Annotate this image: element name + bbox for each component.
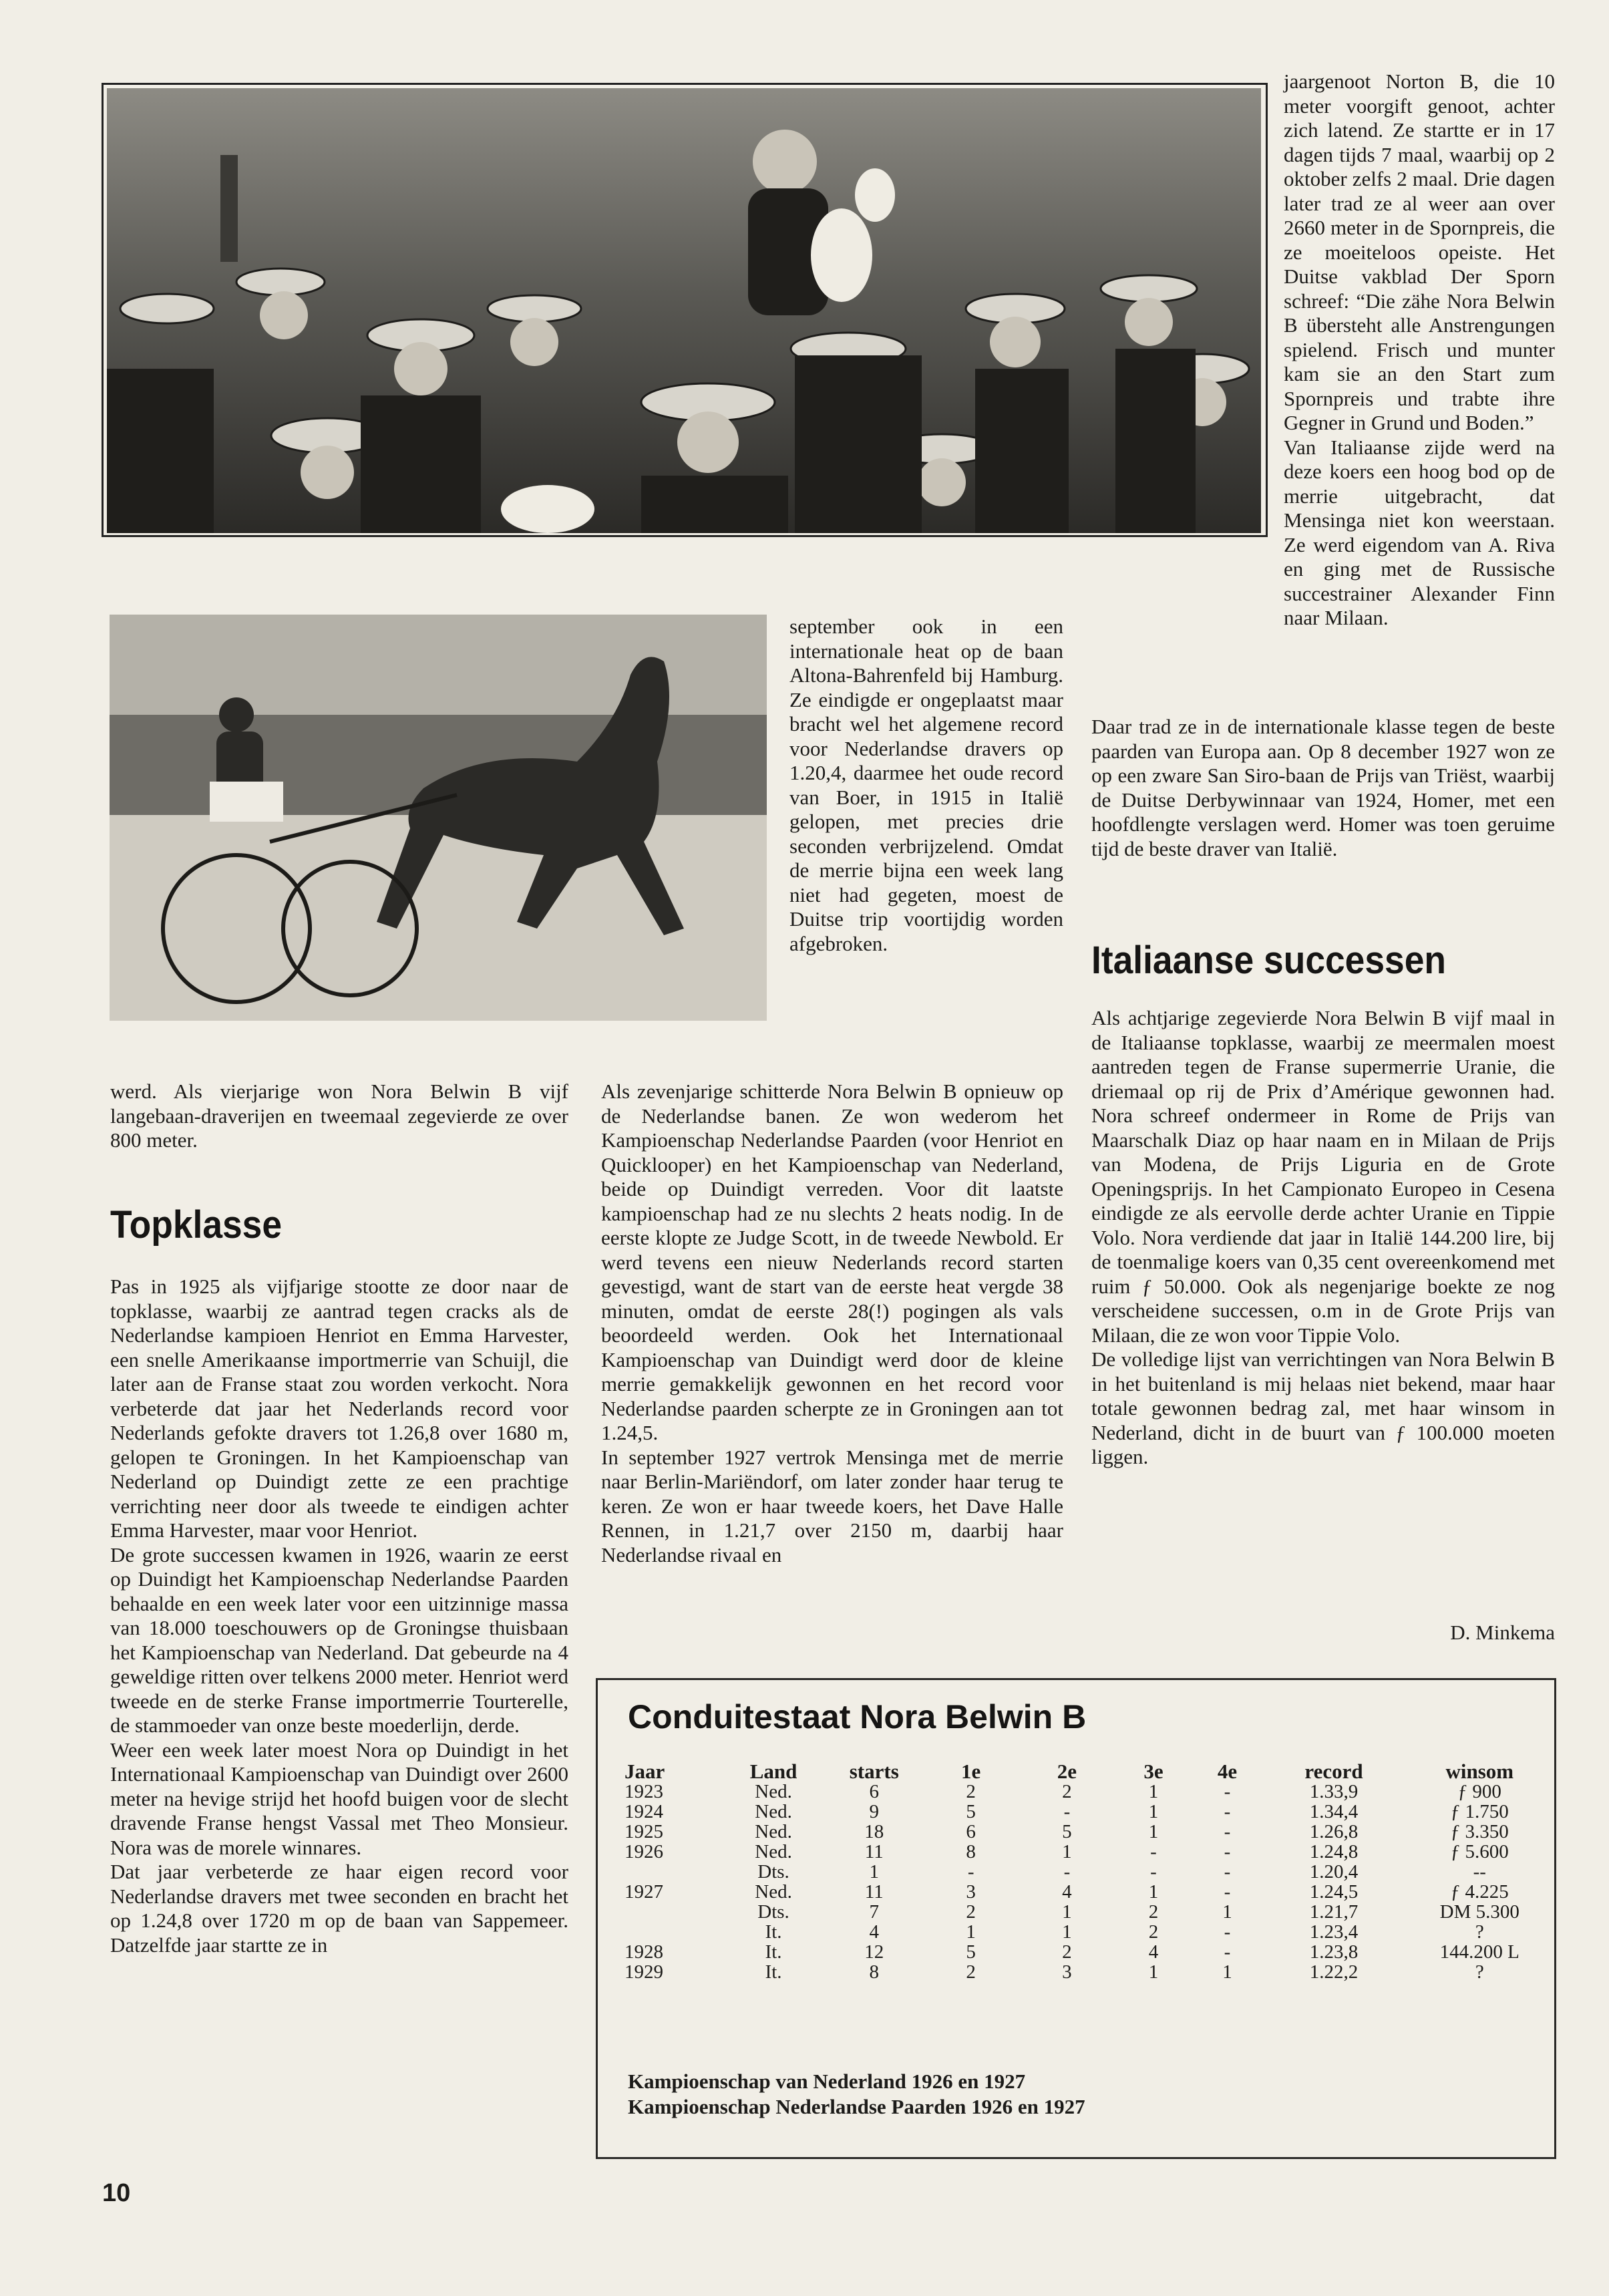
table-cell: - [1224, 1841, 1231, 1862]
paragraph: In september 1927 vertrok Mensinga met de merrie naar Berlin-Mariëndorf, om later zonder haar terug te keren. Ze won er haar tweede koers, het Dave Halle Rennen, in 1.21,7 over 2150 m, daarbij haar Nederlandse rivaal en [601, 1445, 1063, 1567]
table-cell: 9 [869, 1801, 880, 1822]
paragraph: Weer een week later moest Nora op Duindigt in het Internationaal Kampioenschap van Duindigt over 2600 meter na hevige strijd het hoofd buigen voor de slecht dravende Franse hengst Vassal met Theo Monsieur. Nora was de morele winnares. [110, 1738, 568, 1859]
table-cell: ƒ 4.225 [1450, 1881, 1509, 1903]
table-cell: 2 [966, 1781, 976, 1802]
table-cell: 1 [869, 1861, 880, 1882]
table-cell: 1.26,8 [1309, 1821, 1359, 1842]
table-cell: - [1063, 1801, 1071, 1822]
table-cell: ƒ 900 [1457, 1781, 1501, 1802]
table-cell: 4 [869, 1921, 880, 1943]
col-right-continued [1091, 715, 1555, 861]
table-row [624, 1862, 1554, 1882]
col-mid-lower [601, 1080, 1063, 1567]
conduitestaat-box [596, 1678, 1556, 2159]
table-cell: Dts. [757, 1861, 789, 1882]
table-cell: 5 [966, 1801, 976, 1822]
footer-line-1: Kampioenschap van Nederland 1926 en 1927 [628, 2070, 1026, 2093]
table-cell: Dts. [757, 1901, 789, 1923]
table-row [624, 1942, 1554, 1962]
table-cell: 1929 [624, 1961, 663, 1983]
table-cell: 6 [869, 1781, 880, 1802]
table-cell: Ned. [755, 1841, 792, 1862]
table-cell: 1 [1062, 1901, 1072, 1923]
column-header: starts [849, 1760, 899, 1783]
table-cell: - [1150, 1841, 1157, 1862]
table-cell: 1926 [624, 1841, 663, 1862]
table-cell: 1 [1062, 1841, 1072, 1862]
column-header: 4e [1217, 1760, 1238, 1783]
table-cell: 1.20,4 [1309, 1861, 1359, 1882]
conduitestaat-table [624, 1762, 1554, 1982]
col-mid-upper [789, 615, 1063, 956]
table-cell: 1.23,4 [1309, 1921, 1359, 1943]
table-cell: 1 [1148, 1881, 1159, 1903]
table-row [624, 1782, 1554, 1802]
paragraph: werd. Als vierjarige won Nora Belwin B vijf langebaan-draverijen en tweemaal zegevierde ze over 800 meter. [110, 1080, 568, 1152]
paragraph: De volledige lijst van verrichtingen van Nora Belwin B in het buitenland is mij helaas niet bekend, maar haar totale gewonnen bedrag zal, met haar winsom in Nederland, dicht in de buurt van ƒ 100.000 moeten liggen. [1091, 1347, 1555, 1468]
table-cell: - [967, 1861, 974, 1882]
table-cell: 1928 [624, 1941, 663, 1963]
table-cell: 1.33,9 [1309, 1781, 1359, 1802]
column-header: 3e [1143, 1760, 1164, 1783]
table-cell: Ned. [755, 1801, 792, 1822]
table-cell: 8 [869, 1961, 880, 1983]
table-cell: 4 [1148, 1941, 1159, 1963]
conduitestaat-title: Conduitestaat Nora Belwin B [628, 1698, 1087, 1736]
signature: D. Minkema [1450, 1621, 1555, 1644]
table-cell: - [1150, 1861, 1157, 1882]
table-cell: 144.200 L [1439, 1941, 1519, 1963]
table-cell: 1 [1148, 1801, 1159, 1822]
table-row [624, 1882, 1554, 1902]
table-cell: ƒ 5.600 [1450, 1841, 1509, 1862]
table-cell [624, 1922, 721, 1942]
column-header: winsom [1445, 1760, 1514, 1783]
table-cell: 2 [966, 1901, 976, 1923]
table-cell: 2 [1148, 1901, 1159, 1923]
table-row [624, 1902, 1554, 1922]
table-cell: 11 [864, 1841, 884, 1862]
table-row [624, 1802, 1554, 1822]
col-right-top [1284, 69, 1555, 631]
table-cell: 1.23,8 [1309, 1941, 1359, 1963]
table-cell: 1 [1148, 1821, 1159, 1842]
table-cell: - [1224, 1921, 1231, 1943]
table-cell: 3 [1062, 1961, 1072, 1983]
table-cell: Ned. [755, 1781, 792, 1802]
table-cell: - [1224, 1861, 1231, 1882]
table-cell: ? [1475, 1961, 1484, 1983]
table-cell: 1.22,2 [1309, 1961, 1359, 1983]
table-cell: 2 [1148, 1921, 1159, 1943]
paragraph: Dat jaar verbeterde ze haar eigen record voor Nederlandse dravers met twee seconden en bracht het op 1.24,8 over 1720 m op de baan van Sappemeer. Datzelfde jaar startte ze in [110, 1860, 568, 1957]
table-cell: DM 5.300 [1439, 1901, 1519, 1923]
col-right-bottom [1091, 1006, 1555, 1470]
table-cell: Ned. [755, 1881, 792, 1903]
table-cell: It. [765, 1961, 782, 1983]
page-number: 10 [102, 2179, 131, 2207]
table-row [624, 1922, 1554, 1942]
table-cell: - [1224, 1941, 1231, 1963]
table-cell: 1 [1062, 1921, 1072, 1943]
table-row [624, 1822, 1554, 1842]
column-header: Jaar [624, 1760, 665, 1783]
table-row [624, 1842, 1554, 1862]
table-cell: - [1224, 1821, 1231, 1842]
table-cell: 18 [864, 1821, 884, 1842]
table-cell: - [1063, 1861, 1071, 1882]
table-header-row [624, 1762, 1554, 1782]
table-cell: 1.24,8 [1309, 1841, 1359, 1862]
harness-racing-photo [110, 615, 767, 1021]
table-cell: 7 [869, 1901, 880, 1923]
table-cell [624, 1862, 721, 1882]
table-cell: It. [765, 1941, 782, 1963]
table-cell: 5 [1062, 1821, 1072, 1842]
table-cell: 11 [864, 1881, 884, 1903]
column-header: Land [749, 1760, 797, 1783]
table-cell: 1 [966, 1921, 976, 1943]
table-cell: - [1224, 1781, 1231, 1802]
table-row [624, 1962, 1554, 1982]
column-header: 2e [1057, 1760, 1077, 1783]
table-cell: 1924 [624, 1801, 663, 1822]
table-cell: 2 [1062, 1941, 1072, 1963]
table-cell: ƒ 3.350 [1450, 1821, 1509, 1842]
table-cell: 1.34,4 [1309, 1801, 1359, 1822]
col-left-intro [110, 1080, 568, 1153]
table-cell: 3 [966, 1881, 976, 1903]
paragraph: jaargenoot Norton B, die 10 meter voorgift genoot, achter zich latend. Ze startte er in 17 dagen tijds 7 maal, waarbij op 2 oktober zelfs 2 maal. Drie dagen later trad ze al weer aan over 2660 meter in de Spornpreis, die ze moeiteloos opeiste. Het Duitse vakblad Der Sporn schreef: “Die zähe Nora Belwin B übersteht alle Anstrengungen spielend. Frisch und munter kam sie an den Start zum Spornpreis und trabte ihre Gegner in Grund und Boden.” [1284, 69, 1555, 434]
paragraph: De grote successen kwamen in 1926, waarin ze eerst op Duindigt het Kampioenschap Nederlandse Paarden behaalde en een week later voor een uitzinnige massa van 18.000 toeschouwers op de Groningse thuisbaan het Kampioenschap van Nederland. Dat gebeurde na 4 geweldige ritten over telkens 2000 meter. Henriot werd tweede en de sterke Franse importmerrie Tourterelle, de stammoeder van onze beste moederlijn, derde. [110, 1542, 568, 1737]
paragraph: september ook in een internationale heat op de baan Altona-Bahrenfeld bij Hamburg. Ze eindigde er ongeplaatst maar bracht wel het algemene record voor Nederlandse dravers op 1.20,4, daarmee het oude record van Boer, in 1915 in Italië gelopen, met precies drie seconden verbrijzelend. Omdat de merrie bijna een week lang niet had gegeten, moest de Duitse trip voortijdig worden afgebroken. [789, 615, 1063, 955]
paragraph: Van Italiaanse zijde werd na deze koers een hoog bod op de merrie uitgebracht, dat Mensinga niet kon weerstaan. Ze werd eigendom van A. Riva en ging met de Russische succestrainer Alexander Finn naar Milaan. [1284, 435, 1555, 629]
table-cell: - [1224, 1881, 1231, 1903]
table-cell: 8 [966, 1841, 976, 1862]
paragraph: Daar trad ze in de internationale klasse tegen de beste paarden van Europa aan. Op 8 december 1927 won ze op een zware San Siro-baan de Prijs van Triëst, waarbij de Duitse Derbywinnaar van 1924, Homer, met een hoofdlengte verslagen werd. Homer was toen geruime tijd de beste draver van Italië. [1091, 715, 1555, 860]
table-cell: 1 [1148, 1961, 1159, 1983]
heading-italiaanse-successen: Italiaanse successen [1091, 939, 1446, 982]
table-cell: 1923 [624, 1781, 663, 1802]
paragraph: Als achtjarige zegevierde Nora Belwin B vijf maal in de Italiaanse topklasse, waarbij ze meermalen moest aantreden tegen de Franse supermerrie Uranie, die driemaal op rij de Prix d’Amérique gewonnen had. Nora schreef ondermeer in Rome de Prijs van Maarschalk Diaz op haar naam en in Milaan de Prijs van Modena, de Prijs Liguria en de Grote Openingsprijs. In het Campionato Europeo in Cesena eindigde ze als eervolle derde achter Uranie en Tippie Volo. Nora verdiende dat jaar in Italië 144.200 lire, bij de toenmalige koers van 0,35 cent overeenkomend met ruim ƒ 50.000. Ook als negenjarige boekte ze nog verscheidene successen, o.m in de Grote Prijs van Milaan, die ze won voor Tippie Volo. [1091, 1006, 1555, 1347]
table-cell: 4 [1062, 1881, 1072, 1903]
table-cell: 1 [1222, 1961, 1232, 1983]
footer-line-2: Kampioenschap Nederlandse Paarden 1926 en 1927 [628, 2095, 1085, 2118]
table-cell: It. [765, 1921, 782, 1943]
table-cell [624, 1902, 721, 1922]
column-header: record [1304, 1760, 1363, 1783]
col-left [110, 1275, 568, 1957]
paragraph: Als zevenjarige schitterde Nora Belwin B opnieuw op de Nederlandse banen. Ze won wederom het Kampioenschap Nederlandse Paarden (voor Henriot en Quicklooper) en het Kampioenschap van Nederland, beide op Duindigt verreden. Voor dit laatste kampioenschap had ze nu slechts 2 heats nodig. In de eerste klopte ze Judge Scott, in de tweede Newbold. Er werd tevens een nieuw Nederlands record starten gevestigd, want de start van de eerste heat vergde 38 minuten, omdat de eerste 28(!) pogingen als vals beoordeeld werden. Ook het Internationaal Kampioenschap van Duindigt werd door de kleine merrie gemakkelijk gewonnen en het record voor Nederlandse paarden scherpte ze in Groningen aan tot 1.24,5. [601, 1080, 1063, 1444]
table-cell: - [1224, 1801, 1231, 1822]
paragraph: Pas in 1925 als vijfjarige stootte ze door naar de topklasse, waarbij ze aantrad tegen cracks als de Nederlandse kampioen Henriot en Emma Harvester, een snelle Amerikaanse importmerrie van Schuijl, die later aan de Franse staat zou worden verkocht. Nora verbeterde dat jaar het Nederlands record voor Nederlands gefokte dravers tot 1.26,8 over 1680 m, gelopen te Groningen. In het Kampioenschap van Nederland op Duindigt zette ze een prachtige verrichting neer door als tweede te eindigen achter Emma Harvester, maar voor Henriot. [110, 1275, 568, 1542]
table-cell: -- [1473, 1861, 1486, 1882]
crowd-photo [107, 88, 1261, 533]
table-cell: ƒ 1.750 [1450, 1801, 1509, 1822]
table-cell: 2 [1062, 1781, 1072, 1802]
table-cell: ? [1475, 1921, 1484, 1943]
table-cell: 5 [966, 1941, 976, 1963]
table-cell: Ned. [755, 1821, 792, 1842]
table-cell: 1927 [624, 1881, 663, 1903]
column-header: 1e [961, 1760, 981, 1783]
table-cell: 1.24,5 [1309, 1881, 1359, 1903]
table-cell: 1925 [624, 1821, 663, 1842]
table-cell: 1 [1222, 1901, 1232, 1923]
table-cell: 1.21,7 [1309, 1901, 1359, 1923]
table-cell: 12 [864, 1941, 884, 1963]
table-cell: 1 [1148, 1781, 1159, 1802]
table-cell: 6 [966, 1821, 976, 1842]
heading-topklasse: Topklasse [110, 1203, 283, 1247]
table-cell: 2 [966, 1961, 976, 1983]
